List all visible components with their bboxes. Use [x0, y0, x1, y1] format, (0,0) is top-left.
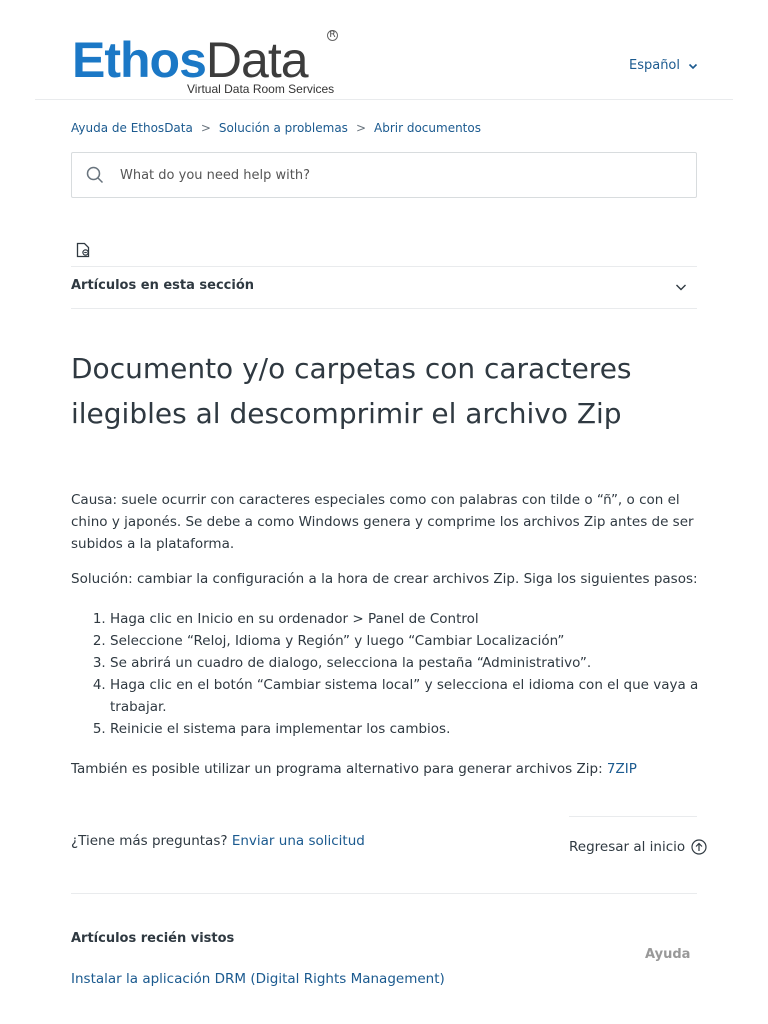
search-input[interactable] [120, 153, 680, 197]
breadcrumb-item-open-documents[interactable]: Abrir documentos [374, 121, 481, 135]
recently-viewed-item[interactable]: Instalar la aplicación DRM (Digital Rights Management) [71, 971, 445, 987]
step-item: 5. Reinicie el sistema para implementar los cambios. [110, 718, 730, 740]
logo-tagline: Virtual Data Room Services [187, 82, 335, 96]
step-item: 3. Se abrirá un cuadro de dialogo, selecciona la pestaña “Administrativo”. [110, 652, 730, 674]
step-item: 2. Seleccione “Reloj, Idioma y Región” y luego “Cambiar Localización” [110, 630, 730, 652]
chevron-down-icon [675, 281, 687, 293]
footer-divider [71, 893, 697, 894]
article-title: Documento y/o carpetas con caracteres ilegibles al descomprimir el archivo Zip [71, 352, 632, 430]
section-label: Artículos en esta sección [71, 278, 255, 293]
more-questions [71, 830, 365, 852]
registered-mark-icon: R [327, 30, 338, 41]
section-articles-toggle[interactable] [71, 267, 697, 308]
search-icon [86, 166, 104, 184]
section-divider-bottom [71, 308, 697, 309]
language-label: Español [628, 58, 680, 73]
article-solution-intro: Solución: cambiar la configuración a la hora de crear archivos Zip. Siga los siguientes pasos: [71, 571, 698, 587]
arrow-up-circle-icon [691, 839, 707, 855]
search-box [71, 152, 697, 198]
breadcrumb-item-troubleshooting[interactable]: Solución a problemas [218, 121, 348, 135]
chevron-down-icon [688, 61, 698, 71]
submit-request-link[interactable]: Enviar una solicitud [231, 833, 365, 849]
help-widget-label[interactable]: Ayuda [645, 947, 691, 962]
article-cause: Causa: suele ocurrir con caracteres especiales como con palabras con tilde o “ñ”, o con el chino y japonés. Se debe a como Windows genera y comprime los archivos Zip antes de ser subidos a la plataforma. [71, 492, 694, 552]
article-alternative [71, 758, 697, 780]
logo-wordmark: EthosData [72, 32, 308, 88]
breadcrumb-item-help-home[interactable]: Ayuda de EthosData [71, 121, 193, 135]
step-item: 4. Haga clic en el botón “Cambiar sistema local” y selecciona el idioma con el que vaya a trabajar. [110, 674, 730, 718]
ethosdata-logo[interactable] [72, 30, 342, 100]
breadcrumb [71, 121, 481, 135]
back-to-top-divider [569, 816, 697, 817]
document-icon[interactable] [75, 242, 91, 258]
back-to-top-label: Regresar al inicio [569, 839, 686, 855]
header-divider [35, 99, 733, 100]
7zip-link[interactable]: 7ZIP [606, 761, 637, 777]
language-selector[interactable] [629, 58, 698, 73]
solution-steps [71, 608, 730, 740]
step-item: 1. Haga clic en Inicio en su ordenador > Panel de Control [110, 608, 730, 630]
back-to-top-button[interactable] [569, 836, 707, 858]
more-questions-label: ¿Tiene más preguntas? [71, 833, 228, 849]
breadcrumb-separator: > [200, 121, 211, 135]
breadcrumb-separator: > [355, 121, 366, 135]
alternative-text: También es posible utilizar un programa alternativo para generar archivos Zip: [71, 761, 607, 777]
recently-viewed-title: Artículos recién vistos [71, 931, 235, 946]
